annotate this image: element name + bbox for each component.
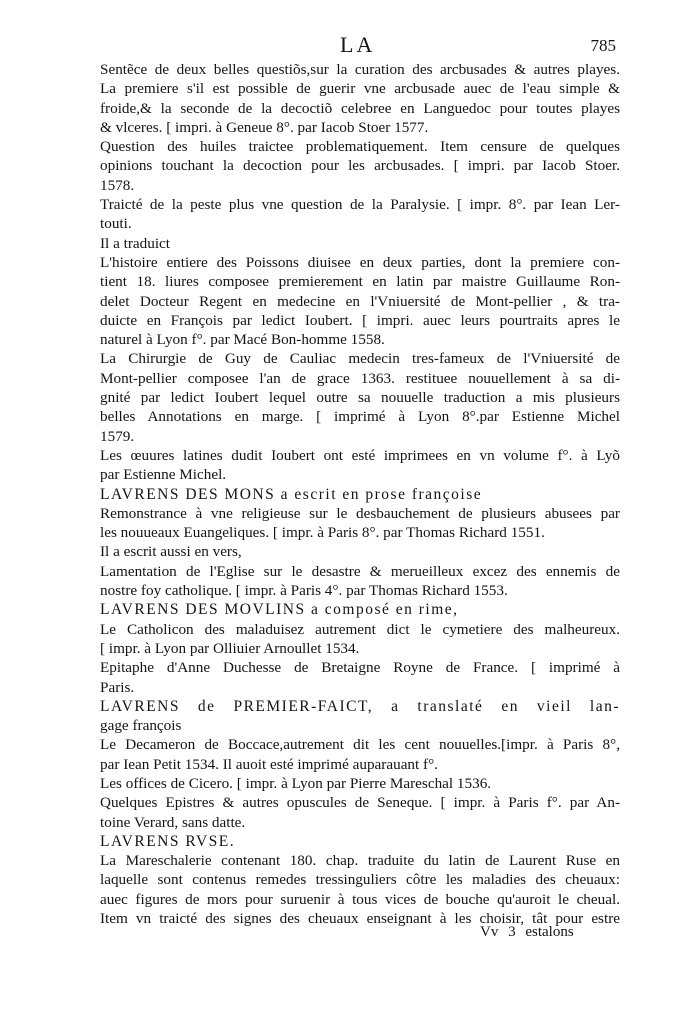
text-line: delet Docteur Regent en medecine en l'Vniuersité de Mont-pellier , & tra- (100, 292, 620, 310)
text-line: La premiere s'il est possible de guerir vne arcbusade auec de l'eau simple & (100, 80, 620, 98)
text-line: gnité par ledict Ioubert lequel outre sa nouuelle traduction a mis plusieurs (100, 389, 620, 407)
text-line: auec figures de mors pour suruenir à tous vices de bouche qu'auroit le cheual. (100, 890, 620, 908)
text-line: Quelques Epistres & autres opuscules de Seneque. [ impr. à Paris f°. par An- (100, 794, 620, 812)
text-line: Question des huiles traictee problematiquement. Item censure de quelques (100, 138, 620, 156)
entry-heading: LAVRENS DES MONS a escrit en prose françoise (100, 485, 483, 503)
text-line: Les œuures latines dudit Ioubert ont esté imprimees en vn volume f°. à Lyõ (100, 446, 620, 464)
text-line: opinions touchant la decoction pour les arcbusades. [ impri. par Iacob Stoer. (100, 157, 620, 175)
text-line: Sentẽce de deux belles questiõs,sur la curation des arcbusades & autres playes. (100, 61, 620, 78)
text-line: Le Catholicon des maladuisez autrement dict le cymetiere des malheureux. (100, 620, 620, 638)
text-line: & vlceres. [ impri. à Geneue 8°. par Iacob Stoer 1577. (100, 118, 429, 136)
text-line: La Chirurgie de Guy de Cauliac medecin tres-fameux de l'Vniuersité de (100, 350, 620, 368)
text-line: tient 18. liures composee premierement en latin par maistre Guillaume Ron- (100, 273, 620, 291)
text-line: Mont-pellier composee l'an de grace 1363. restituee nouuellement à sa di- (100, 369, 620, 387)
text-line: Remonstrance à vne religieuse sur le desbauchement de plusieurs abusees par (100, 504, 620, 522)
text-line: les nouueaux Euangeliques. [ impr. à Paris 8°. par Thomas Richard 1551. (100, 524, 545, 542)
text-line: [ impr. à Lyon par Olliuier Arnoullet 1534. (100, 639, 360, 657)
text-line: 1578. (100, 176, 135, 194)
text-line: Item vn traicté des signes des cheuaux enseignant à les choisir, tât pour estre (100, 910, 620, 928)
text-line: naturel à Lyon f°. par Macé Bon-homme 1558. (100, 331, 385, 349)
page-body (100, 60, 620, 928)
text-line: touti. (100, 215, 132, 233)
text-line: par Estienne Michel. (100, 466, 227, 484)
page-header (0, 30, 696, 60)
text-line: belles Annotations en marge. [ imprimé à Lyon 8°.par Estienne Michel (100, 408, 620, 426)
catchword: Vv 3 estalons (480, 924, 574, 940)
running-head: LA (340, 32, 376, 57)
text-line: Il a escrit aussi en vers, (100, 543, 242, 561)
text-line: Traicté de la peste plus vne question de la Paralysie. [ impr. 8°. par Iean Ler- (100, 196, 620, 214)
text-line: gage françois (100, 717, 182, 735)
text-line: L'histoire entiere des Poissons diuisee en deux parties, dont la premiere con- (100, 253, 620, 271)
text-line: La Mareschalerie contenant 180. chap. traduite du latin de Laurent Ruse en (100, 852, 620, 870)
text-line: Les offices de Cicero. [ impr. à Lyon par Pierre Mareschal 1536. (100, 774, 492, 792)
entry-heading: LAVRENS de PREMIER-FAICT, a translaté en vieil lan- (100, 697, 620, 715)
text-line: Il a traduict (100, 234, 170, 252)
text-line: Paris. (100, 678, 135, 696)
text-line: 1579. (100, 427, 135, 445)
entry-heading: LAVRENS DES MOVLINS a composé en rime, (100, 601, 459, 619)
text-line: toine Verard, sans datte. (100, 813, 246, 831)
text-line: nostre foy catholique. [ impr. à Paris 4°. par Thomas Richard 1553. (100, 582, 508, 600)
entry-heading: LAVRENS RVSE. (100, 832, 236, 850)
text-line: par Iean Petit 1534. Il auoit esté imprimé auparauant f°. (100, 755, 438, 773)
text-line: Lamentation de l'Eglise sur le desastre & merueilleux excez des ennemis de (100, 562, 620, 580)
text-line: froide,& la seconde de la decoctiõ celebree en Languedoc pour toutes playes (100, 99, 620, 117)
text-line: Le Decameron de Boccace,autrement dit les cent nouuelles.[impr. à Paris 8°, (100, 736, 620, 754)
text-line: duicte en François par ledict Ioubert. [ impri. auec leurs pourtraits apres le (100, 311, 620, 329)
text-line: Epitaphe d'Anne Duchesse de Bretaigne Royne de France. [ imprimé à (100, 659, 620, 677)
text-line: laquelle sont contenus remedes tressinguliers côtre les maladies des cheuaux: (100, 871, 620, 889)
page-number: 785 (590, 36, 616, 55)
